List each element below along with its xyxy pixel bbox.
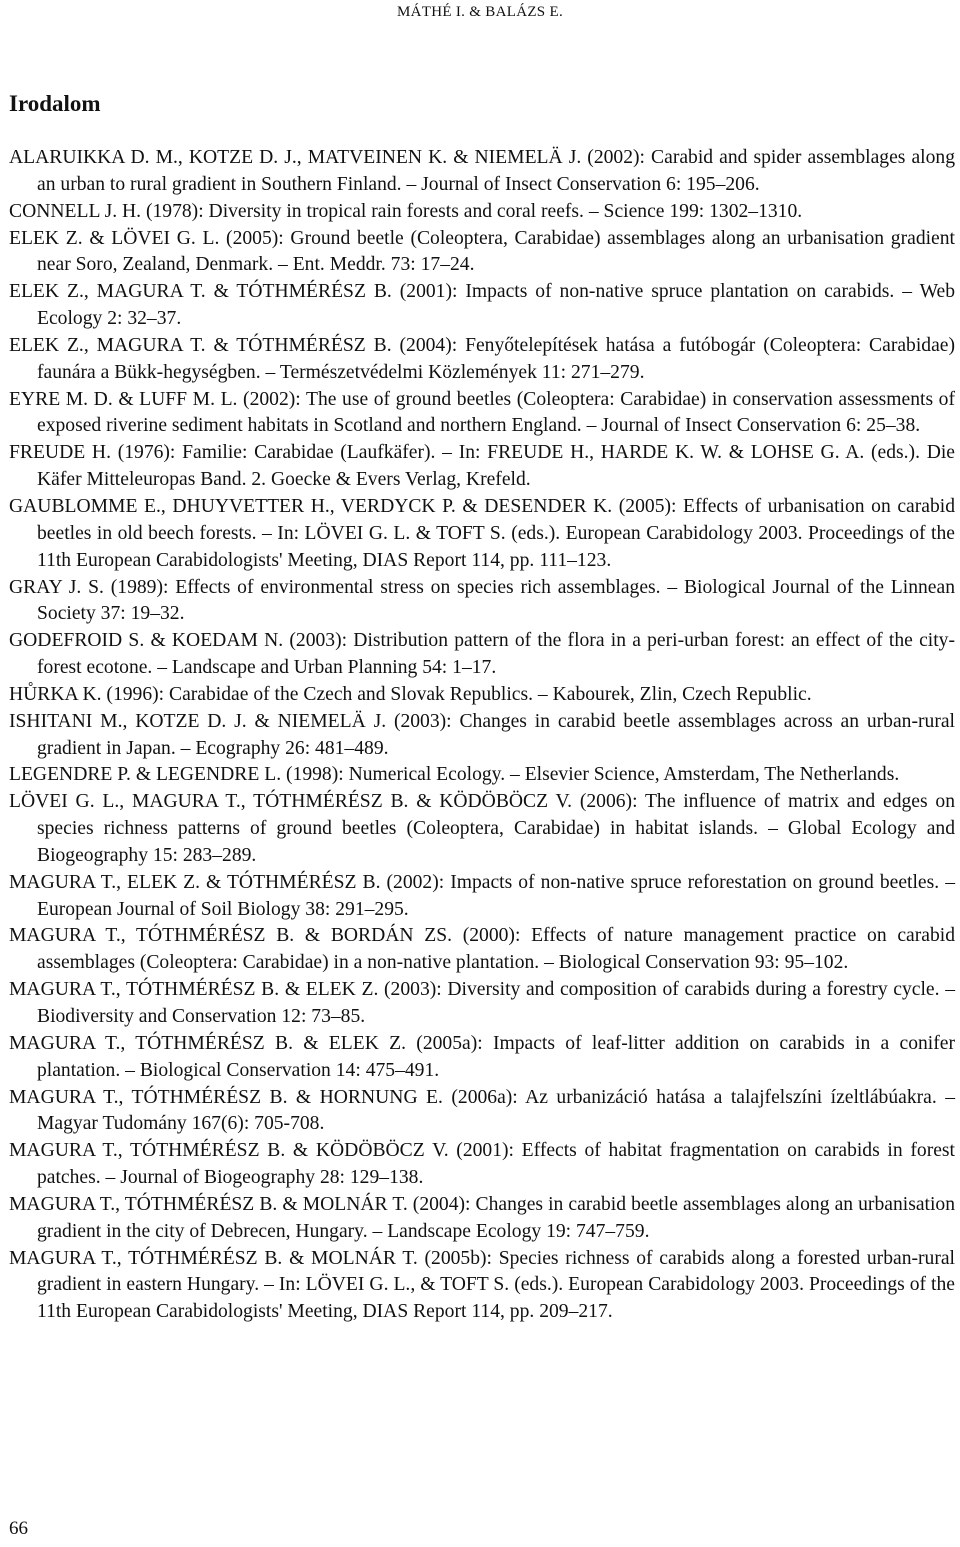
reference-entry: HŮRKA K. (1996): Carabidae of the Czech and Slovak Republics. – Kabourek, Zlin, Czech Republic.: [9, 683, 812, 705]
reference-entry: EYRE M. D. & LUFF M. L. (2002): The use of ground beetles (Coleoptera: Carabidae) in conservation assessments of exposed riverine sediment habitats in Scotland and northern England. – Journal of Insect Conservation 6: 25–38.: [9, 388, 955, 437]
reference-entry: MAGURA T., TÓTHMÉRÉSZ B. & MOLNÁR T. (2005b): Species richness of carabids along a forested urban-rural gradient in eastern Hungary. – In: LÖVEI G. L., & TOFT S. (eds.). European Carabidology 2003. Proceedings of the 11th European Carabidologists' Meeting, DIAS Report 114, pp. 209–217.: [9, 1247, 955, 1323]
reference-entry: MAGURA T., TÓTHMÉRÉSZ B. & ELEK Z. (2005a): Impacts of leaf-litter addition on carabids in a conifer plantation. – Biological Conservation 14: 475–491.: [9, 1032, 955, 1081]
reference-entry: ELEK Z. & LÖVEI G. L. (2005): Ground beetle (Coleoptera, Carabidae) assemblages along an urbanisation gradient near Soro, Zealand, Denmark. – Ent. Meddr. 73: 17–24.: [9, 227, 955, 276]
reference-entry: LÖVEI G. L., MAGURA T., TÓTHMÉRÉSZ B. & KÖDÖBÖCZ V. (2006): The influence of matrix and edges on species richness patterns of ground beetles (Coleoptera, Carabidae) in habitat islands. – Global Ecology and Biogeography 15: 283–289.: [9, 791, 955, 866]
reference-entry: FREUDE H. (1976): Familie: Carabidae (Laufkäfer). – In: FREUDE H., HARDE K. W. & LOHSE G. A. (eds.). Die Käfer Mitteleuropas Band. 2. Goecke & Evers Verlag, Krefeld.: [9, 442, 955, 491]
running-head: MÁTHÉ I. & BALÁZS E.: [397, 4, 563, 20]
reference-entry: MAGURA T., TÓTHMÉRÉSZ B. & MOLNÁR T. (2004): Changes in carabid beetle assemblages along an urbanisation gradient in the city of Debrecen, Hungary. – Landscape Ecology 19: 747–759.: [9, 1193, 955, 1242]
reference-list: [9, 145, 955, 1326]
page-number: 66: [9, 1518, 28, 1539]
reference-entry: MAGURA T., ELEK Z. & TÓTHMÉRÉSZ B. (2002): Impacts of non-native spruce reforestation on ground beetles. – European Journal of Soil Biology 38: 291–295.: [9, 871, 955, 920]
reference-entry: MAGURA T., TÓTHMÉRÉSZ B. & BORDÁN ZS. (2000): Effects of nature management practice on carabid assemblages (Coleoptera: Carabidae) in a non-native plantation. – Biological Conservation 93: 95–102.: [9, 925, 955, 974]
section-title: Irodalom: [9, 91, 101, 116]
reference-entry: MAGURA T., TÓTHMÉRÉSZ B. & ELEK Z. (2003): Diversity and composition of carabids during a forestry cycle. – Biodiversity and Conservation 12: 73–85.: [9, 979, 955, 1027]
reference-entry: LEGENDRE P. & LEGENDRE L. (1998): Numerical Ecology. – Elsevier Science, Amsterdam, The Netherlands.: [9, 764, 900, 786]
reference-entry: ELEK Z., MAGURA T. & TÓTHMÉRÉSZ B. (2004): Fenyőtelepítések hatása a futóbogár (Coleoptera: Carabidae) faunára a Bükk-hegységben. – Természetvédelmi Közlemények 11: 271–279.: [9, 334, 955, 383]
reference-entry: CONNELL J. H. (1978): Diversity in tropical rain forests and coral reefs. – Science 199: 1302–1310.: [9, 200, 803, 222]
reference-entry: GAUBLOMME E., DHUYVETTER H., VERDYCK P. & DESENDER K. (2005): Effects of urbanisation on carabid beetles in old beech forests. – In: LÖVEI G. L. & TOFT S. (eds.). European Carabidology 2003. Proceedings of the 11th European Carabidologists' Meeting, DIAS Report 114, pp. 111–123.: [9, 495, 955, 571]
reference-entry: MAGURA T., TÓTHMÉRÉSZ B. & KÖDÖBÖCZ V. (2001): Effects of habitat fragmentation on carabids in forest patches. – Journal of Biogeography 28: 129–138.: [9, 1140, 955, 1189]
reference-entry: GODEFROID S. & KOEDAM N. (2003): Distribution pattern of the flora in a peri-urban forest: an effect of the city-forest ecotone. – Landscape and Urban Planning 54: 1–17.: [9, 630, 955, 679]
reference-entry: ELEK Z., MAGURA T. & TÓTHMÉRÉSZ B. (2001): Impacts of non-native spruce plantation on carabids. – Web Ecology 2: 32–37.: [9, 281, 955, 330]
reference-entry: ALARUIKKA D. M., KOTZE D. J., MATVEINEN K. & NIEMELÄ J. (2002): Carabid and spider assemblages along an urban to rural gradient in Southern Finland. – Journal of Insect Conservation 6: 195–206.: [9, 147, 955, 195]
reference-entry: ISHITANI M., KOTZE D. J. & NIEMELÄ J. (2003): Changes in carabid beetle assemblages across an urban-rural gradient in Japan. – Ecography 26: 481–489.: [9, 710, 955, 759]
reference-entry: GRAY J. S. (1989): Effects of environmental stress on species rich assemblages. – Biological Journal of the Linnean Society 37: 19–32.: [9, 576, 955, 625]
reference-entry: MAGURA T., TÓTHMÉRÉSZ B. & HORNUNG E. (2006a): Az urbanizáció hatása a talajfelszíni ízeltlábúakra. – Magyar Tudomány 167(6): 705-708.: [9, 1086, 955, 1135]
